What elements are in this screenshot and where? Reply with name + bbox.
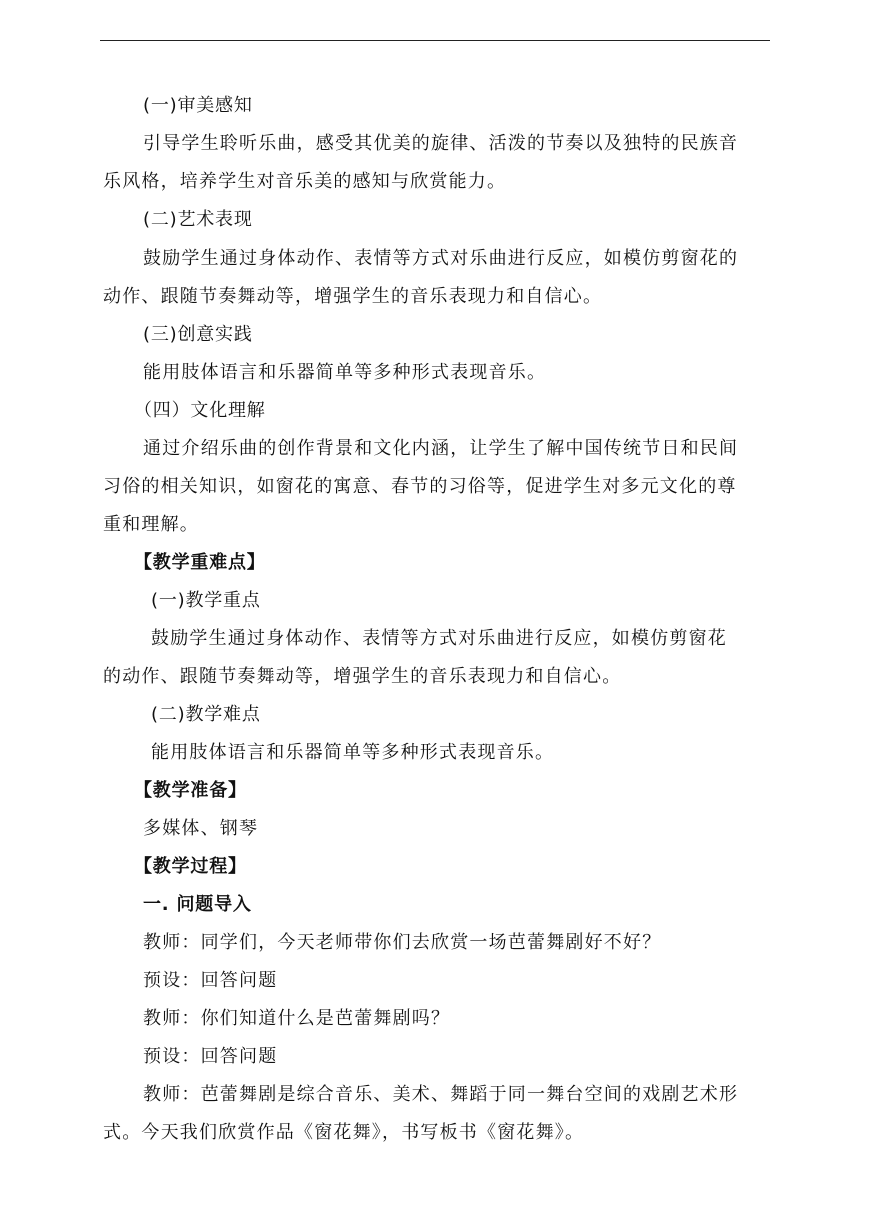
header-rule [100,40,770,41]
heading-teaching-difficulty: (二)教学难点 [151,704,261,725]
dialogue-teacher-3-line-1: 教师：芭蕾舞剧是综合音乐、美术、舞蹈于同一舞台空间的戏剧艺术形 [143,1084,739,1105]
heading-creative-practice: (三)创意实践 [143,324,253,345]
paragraph-focus-line-2: 的动作、跟随节奏舞动等，增强学生的音乐表现力和自信心。 [103,666,622,687]
heading-aesthetic-perception: (一)审美感知 [143,95,253,116]
paragraph-creative-practice: 能用肢体语言和乐器简单等多种形式表现音乐。 [143,362,547,383]
paragraph-cultural-line-2: 习俗的相关知识，如窗花的寓意、春节的习俗等，促进学生对多元文化的尊 [103,476,737,497]
paragraph-preparation: 多媒体、钢琴 [143,818,259,839]
heading-cultural-understanding: （四）文化理解 [134,400,266,421]
section-title-process: 【教学过程】 [134,856,247,877]
paragraph-aesthetic-line-2: 乐风格，培养学生对音乐美的感知与欣赏能力。 [103,171,507,192]
dialogue-teacher-1: 教师：同学们，今天老师带你们去欣赏一场芭蕾舞剧好不好？ [143,932,662,953]
dialogue-expected-2: 预设：回答问题 [143,1046,278,1067]
heading-teaching-focus: (一)教学重点 [151,590,261,611]
dialogue-expected-1: 预设：回答问题 [143,970,278,991]
paragraph-cultural-line-1: 通过介绍乐曲的创作背景和文化内涵，让学生了解中国传统节日和民间 [143,438,739,459]
dialogue-teacher-2: 教师：你们知道什么是芭蕾舞剧吗？ [143,1008,451,1029]
paragraph-difficulty: 能用肢体语言和乐器简单等多种形式表现音乐。 [151,742,555,763]
paragraph-artistic-line-1: 鼓励学生通过身体动作、表情等方式对乐曲进行反应，如模仿剪窗花的 [143,248,739,269]
paragraph-artistic-line-2: 动作、跟随节奏舞动等，增强学生的音乐表现力和自信心。 [103,286,603,307]
heading-artistic-expression: (二)艺术表现 [143,209,253,230]
paragraph-cultural-line-3: 重和理解。 [103,514,199,535]
paragraph-focus-line-1: 鼓励学生通过身体动作、表情等方式对乐曲进行反应，如模仿剪窗花 [151,628,727,649]
heading-question-intro: 一. 问题导入 [143,894,252,915]
dialogue-teacher-3-line-2: 式。今天我们欣赏作品《窗花舞》，书写板书《窗花舞》。 [103,1122,585,1143]
section-title-preparation: 【教学准备】 [134,780,247,801]
section-title-key-points: 【教学重难点】 [134,552,266,573]
paragraph-aesthetic-line-1: 引导学生聆听乐曲，感受其优美的旋律、活泼的节奏以及独特的民族音 [143,133,739,154]
